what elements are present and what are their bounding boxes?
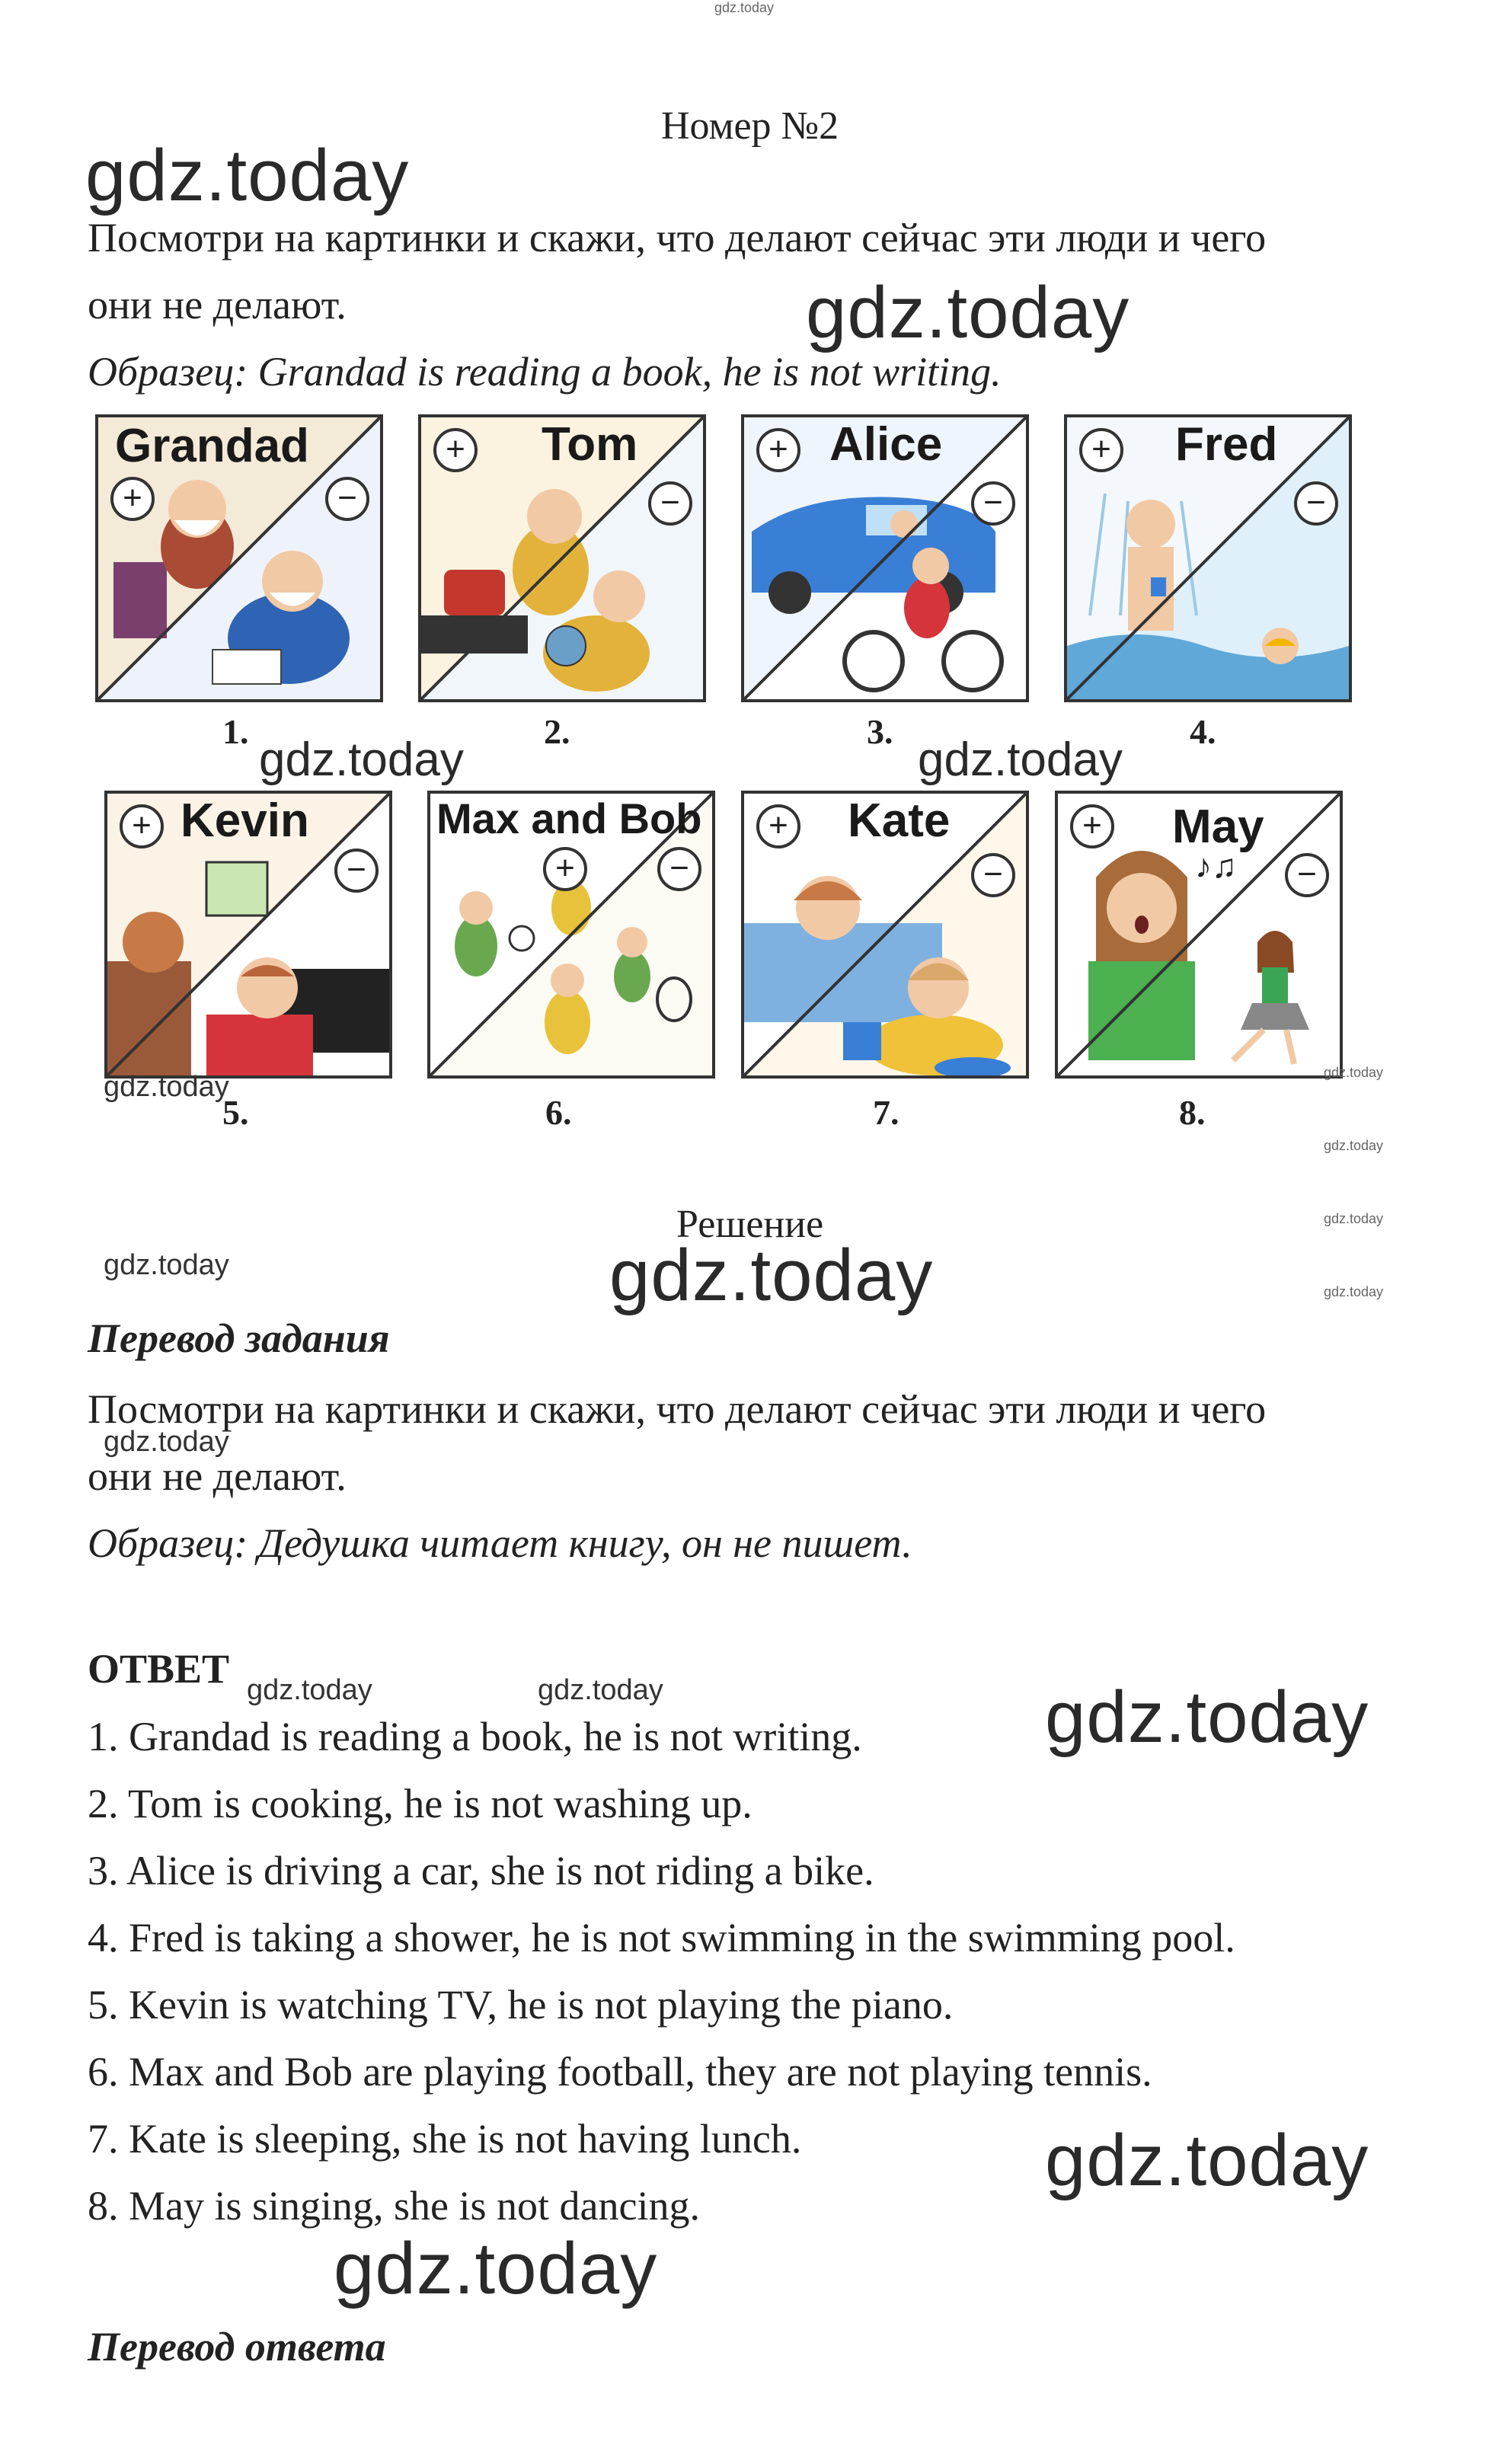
minus-icon: −: [657, 847, 701, 891]
answer-item: 2. Tom is cooking, he is not washing up.: [88, 1781, 752, 1826]
task-line-2: они не делают.: [88, 282, 347, 328]
plus-icon: +: [1079, 428, 1123, 472]
translation-example: Образец: Дедушка читает книгу, он не пишет.: [88, 1520, 912, 1566]
minus-icon: −: [1294, 481, 1338, 526]
watermark: gdz.today: [104, 1426, 229, 1458]
panel-number: 4.: [1190, 712, 1216, 751]
plus-icon: +: [1070, 804, 1114, 848]
watermark: gdz.today: [104, 1249, 229, 1281]
answer-item: 7. Kate is sleeping, she is not having lunch.: [88, 2116, 802, 2162]
panel-grandad: [95, 414, 383, 702]
plus-icon: +: [543, 847, 587, 891]
panel-name: Fred: [1175, 418, 1278, 471]
plus-icon: +: [433, 428, 478, 472]
panel-kevin: [104, 791, 392, 1079]
panel-number: 5.: [222, 1093, 249, 1132]
panel-name: Alice: [829, 418, 943, 471]
watermark: gdz.today: [85, 135, 410, 216]
page-title: Номер №2: [661, 104, 839, 148]
watermark: gdz.today: [1045, 2120, 1369, 2201]
panel-number: 1.: [222, 712, 249, 751]
svg-text:♪♫: ♪♫: [1195, 848, 1237, 885]
site-tag: gdz.today: [714, 0, 775, 15]
panel-number: 3.: [867, 712, 893, 751]
minus-icon: −: [648, 481, 692, 526]
minus-icon: −: [334, 848, 379, 893]
panel-max-and-bob: [427, 791, 715, 1079]
answer-item: 8. May is singing, she is not dancing.: [88, 2183, 700, 2229]
translation-heading: Перевод задания: [88, 1315, 390, 1361]
watermark: gdz.today: [1324, 1284, 1384, 1299]
watermark: gdz.today: [1324, 1211, 1384, 1226]
panel-number: 8.: [1179, 1093, 1206, 1132]
panel-alice: [741, 414, 1029, 702]
watermark: gdz.today: [1324, 1065, 1384, 1080]
watermark: gdz.today: [104, 1071, 229, 1103]
answer-item: 1. Grandad is reading a book, he is not writing.: [88, 1714, 862, 1759]
watermark: gdz.today: [609, 1235, 934, 1316]
minus-icon: −: [1285, 853, 1329, 897]
panel-name: Kevin: [181, 794, 309, 847]
watermark: gdz.today: [538, 1674, 663, 1706]
answer-item: 6. Max and Bob are playing football, they are not playing tennis.: [88, 2049, 1152, 2095]
minus-icon: −: [325, 477, 369, 521]
answer-heading: ОТВЕТ: [88, 1646, 230, 1692]
panel-kate: [741, 791, 1029, 1079]
panel-number: 2.: [544, 712, 570, 751]
solution-title: Решение: [676, 1203, 824, 1246]
panel-number: 6.: [545, 1093, 572, 1132]
panel-fred: [1064, 414, 1352, 702]
translation-line-1: Посмотри на картинки и скажи, что делают сейчас эти люди и чего: [88, 1386, 1267, 1432]
panel-name: Kate: [848, 794, 951, 847]
translation-line-2: они не делают.: [88, 1453, 347, 1499]
panel-name: May: [1172, 801, 1264, 853]
plus-icon: +: [110, 477, 155, 521]
watermark: gdz.today: [918, 733, 1123, 786]
plus-icon: +: [120, 804, 164, 848]
panel-name: Max and Bob: [436, 794, 702, 842]
watermark: gdz.today: [806, 272, 1130, 353]
panel-tom: [418, 414, 706, 702]
watermark: gdz.today: [1324, 1138, 1384, 1153]
panel-name: Tom: [542, 418, 638, 471]
answer-item: 5. Kevin is watching TV, he is not playing the piano.: [88, 1982, 954, 2028]
watermark: gdz.today: [247, 1674, 372, 1706]
answer-translation-heading: Перевод ответа: [88, 2324, 386, 2370]
plus-icon: +: [756, 804, 800, 848]
panel-number: 7.: [873, 1093, 899, 1132]
task-line-1: Посмотри на картинки и скажи, что делают сейчас эти люди и чего: [88, 215, 1267, 260]
answer-item: 3. Alice is driving a car, she is not riding a bike.: [88, 1848, 874, 1894]
panel-name: Grandad: [115, 420, 309, 472]
plus-icon: +: [756, 428, 800, 472]
watermark: gdz.today: [1045, 1676, 1369, 1758]
minus-icon: −: [971, 481, 1015, 526]
answer-item: 4. Fred is taking a shower, he is not swimming in the swimming pool.: [88, 1915, 1235, 1961]
watermark: gdz.today: [334, 2228, 658, 2309]
watermark: gdz.today: [259, 733, 464, 786]
panel-may: [1055, 791, 1343, 1079]
minus-icon: −: [971, 853, 1015, 897]
task-example: Образец: Grandad is reading a book, he is not writing.: [88, 349, 1002, 395]
